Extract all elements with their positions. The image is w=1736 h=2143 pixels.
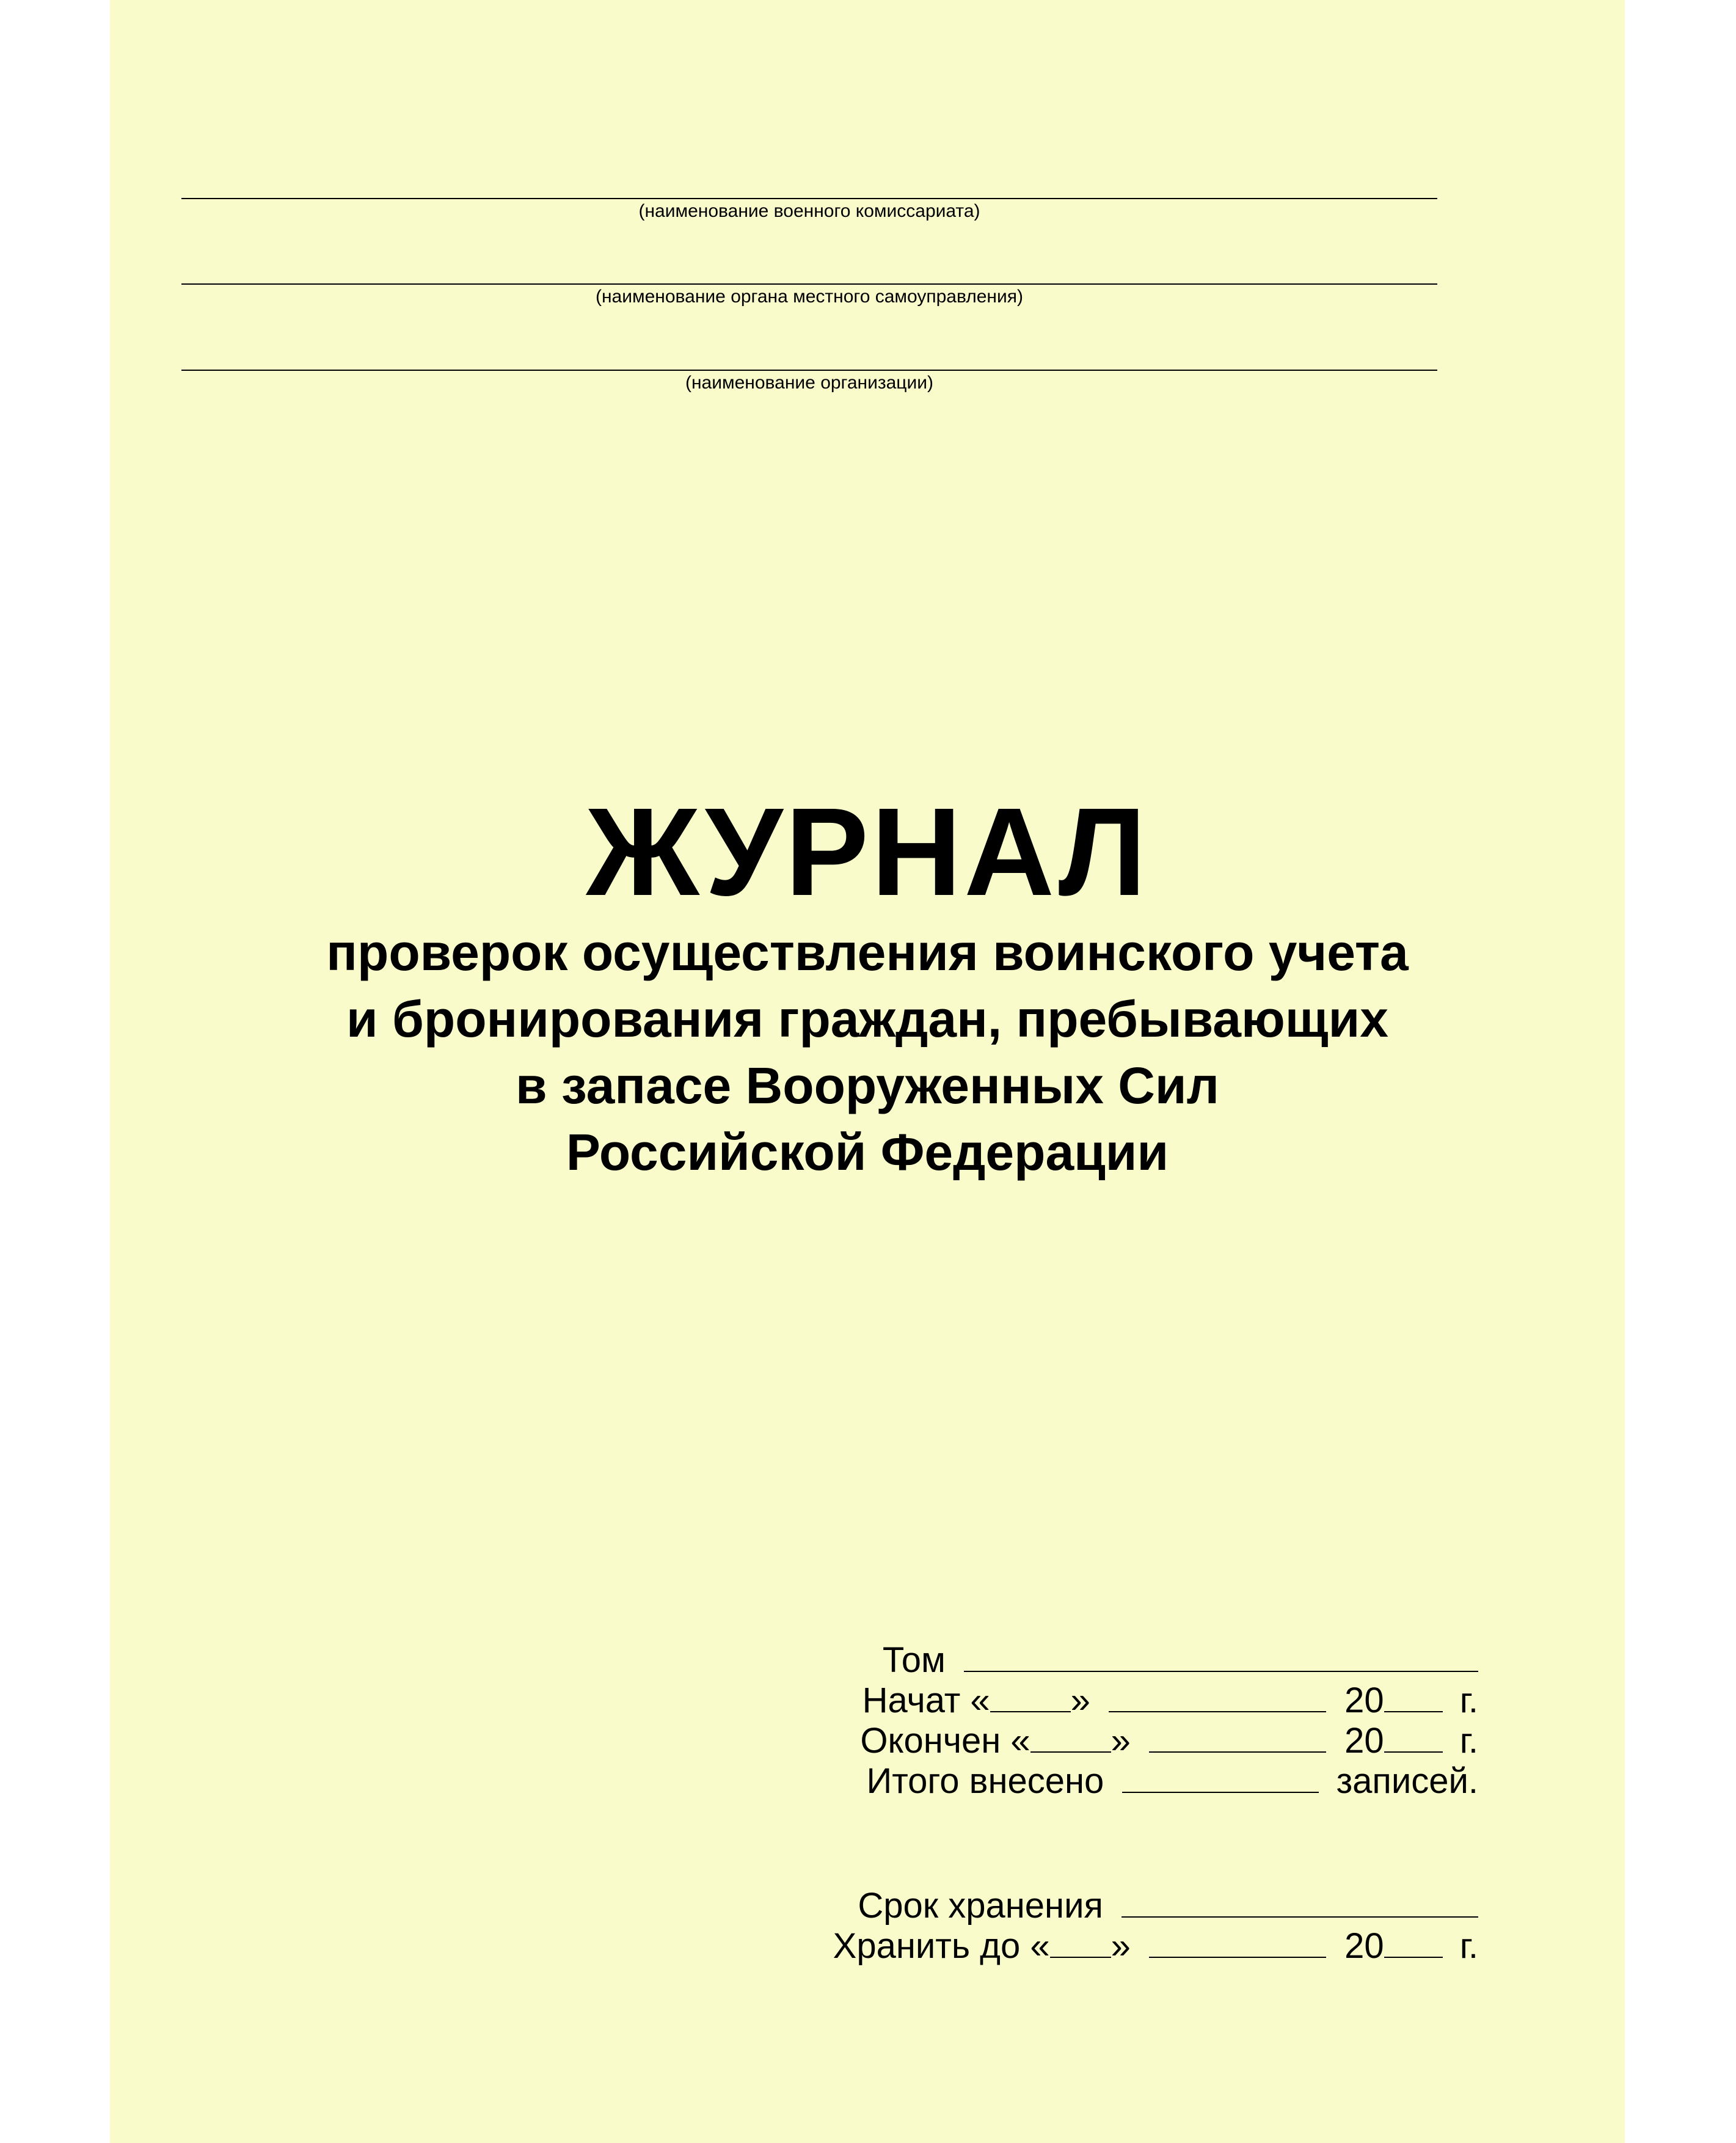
ended-month-field[interactable]: [1149, 1720, 1326, 1753]
volume-row: [860, 1639, 1478, 1679]
started-label: Начат «: [862, 1681, 990, 1720]
year-suffix: г.: [1459, 1926, 1478, 1966]
records-count-field[interactable]: [1122, 1760, 1319, 1793]
keep-until-day-field[interactable]: [1050, 1925, 1111, 1958]
storage-term-row: [833, 1885, 1478, 1925]
total-label: Итого внесено: [866, 1761, 1104, 1801]
close-quote: »: [1070, 1681, 1090, 1720]
organization-name-line[interactable]: [181, 370, 1437, 371]
started-day-field[interactable]: [990, 1679, 1071, 1712]
keep-until-year-field[interactable]: [1384, 1925, 1443, 1958]
ended-label: Окончен «: [860, 1721, 1030, 1761]
keep-until-month-field[interactable]: [1149, 1925, 1326, 1958]
year-suffix: г.: [1459, 1721, 1478, 1761]
commissariat-name-line[interactable]: [181, 198, 1437, 199]
year-prefix: 20: [1344, 1721, 1384, 1761]
subtitle-line: в запасе Вооруженных Сил: [516, 1057, 1219, 1114]
volume-info-block: [860, 1639, 1478, 1800]
local-government-name-caption: (наименование органа местного самоуправления): [596, 287, 1023, 307]
storage-info-block: [833, 1885, 1478, 1965]
started-month-field[interactable]: [1109, 1679, 1326, 1712]
keep-until-row: [833, 1925, 1478, 1965]
ended-year-field[interactable]: [1384, 1720, 1443, 1753]
journal-cover: [110, 0, 1625, 2143]
subtitle-line: и бронирования граждан, пребывающих: [346, 990, 1388, 1048]
storage-term-label: Срок хранения: [858, 1886, 1103, 1926]
ended-row: [860, 1720, 1478, 1760]
year-prefix: 20: [1344, 1681, 1384, 1720]
year-prefix: 20: [1344, 1926, 1384, 1966]
local-government-name-line[interactable]: [181, 283, 1437, 285]
keep-until-label: Хранить до «: [833, 1926, 1050, 1966]
year-suffix: г.: [1459, 1681, 1478, 1720]
started-row: [860, 1679, 1478, 1720]
total-row: [860, 1760, 1478, 1800]
page-subtitle: [110, 919, 1625, 1186]
close-quote: »: [1111, 1926, 1131, 1966]
organization-name-caption: (наименование организации): [685, 373, 933, 393]
storage-term-field[interactable]: [1121, 1885, 1478, 1918]
records-label: записей.: [1336, 1761, 1478, 1801]
page-title: ЖУРНАЛ: [586, 782, 1149, 922]
ended-day-field[interactable]: [1030, 1720, 1111, 1753]
volume-label: Том: [882, 1640, 946, 1680]
commissariat-name-caption: (наименование военного комиссариата): [638, 201, 980, 221]
subtitle-line: проверок осуществления воинского учета: [326, 924, 1409, 981]
subtitle-line: Российской Федерации: [566, 1123, 1169, 1181]
started-year-field[interactable]: [1384, 1679, 1443, 1712]
close-quote: »: [1111, 1721, 1131, 1761]
volume-number-field[interactable]: [964, 1639, 1478, 1672]
